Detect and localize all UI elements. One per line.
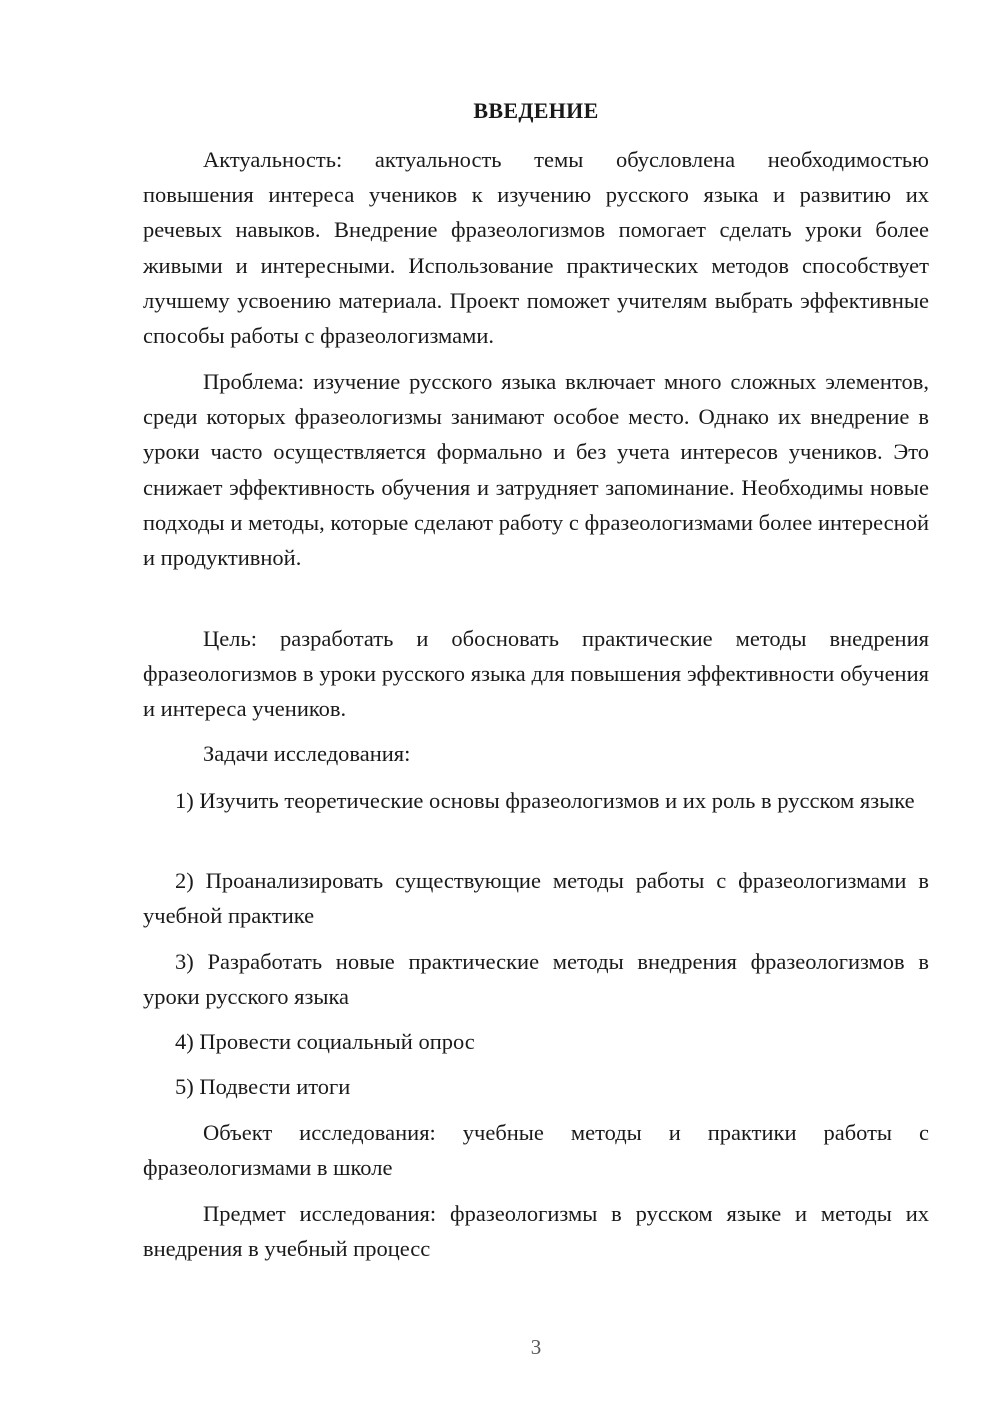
object-paragraph: Объект исследования: учебные методы и практики работы с фразеологизмами в школе (143, 1120, 929, 1181)
task-item-1: 1) Изучить теоретические основы фразеологизмов и их роль в русском языке (175, 788, 915, 813)
tasks-heading: Задачи исследования: (203, 741, 411, 766)
task-item-2: 2) Проанализировать существующие методы работы с фразеологизмами в учебной практике (143, 868, 929, 929)
page-title: ВВЕДЕНИЕ (473, 98, 599, 123)
relevance-paragraph: Актуальность: актуальность темы обусловлена необходимостью повышения интереса учеников к изучению русского языка и развитию их речевых навыков. Внедрение фразеологизмов помогает сделать уроки более живыми и интересными. Использование практических методов способствует лучшему усвоению материала. Проект поможет учителям выбрать эффективные способы работы с фразеологизмами. (143, 147, 929, 349)
goal-paragraph: Цель: разработать и обосновать практические методы внедрения фразеологизмов в уроки русского языка для повышения эффективности обучения и интереса учеников. (143, 626, 929, 722)
problem-paragraph: Проблема: изучение русского языка включает много сложных элементов, среди которых фразеологизмы занимают особое место. Однако их внедрение в уроки часто осуществляется формально и без учета интересов учеников. Это снижает эффективность обучения и затрудняет запоминание. Необходимы новые подходы и методы, которые сделают работу с фразеологизмами более интересной и продуктивной. (143, 369, 929, 571)
task-item-3: 3) Разработать новые практические методы внедрения фразеологизмов в уроки русского языка (143, 949, 929, 1010)
page-number: 3 (530, 1335, 542, 1359)
task-item-5: 5) Подвести итоги (175, 1074, 351, 1099)
task-item-4: 4) Провести социальный опрос (175, 1029, 475, 1054)
subject-paragraph: Предмет исследования: фразеологизмы в русском языке и методы их внедрения в учебный процесс (143, 1201, 929, 1262)
